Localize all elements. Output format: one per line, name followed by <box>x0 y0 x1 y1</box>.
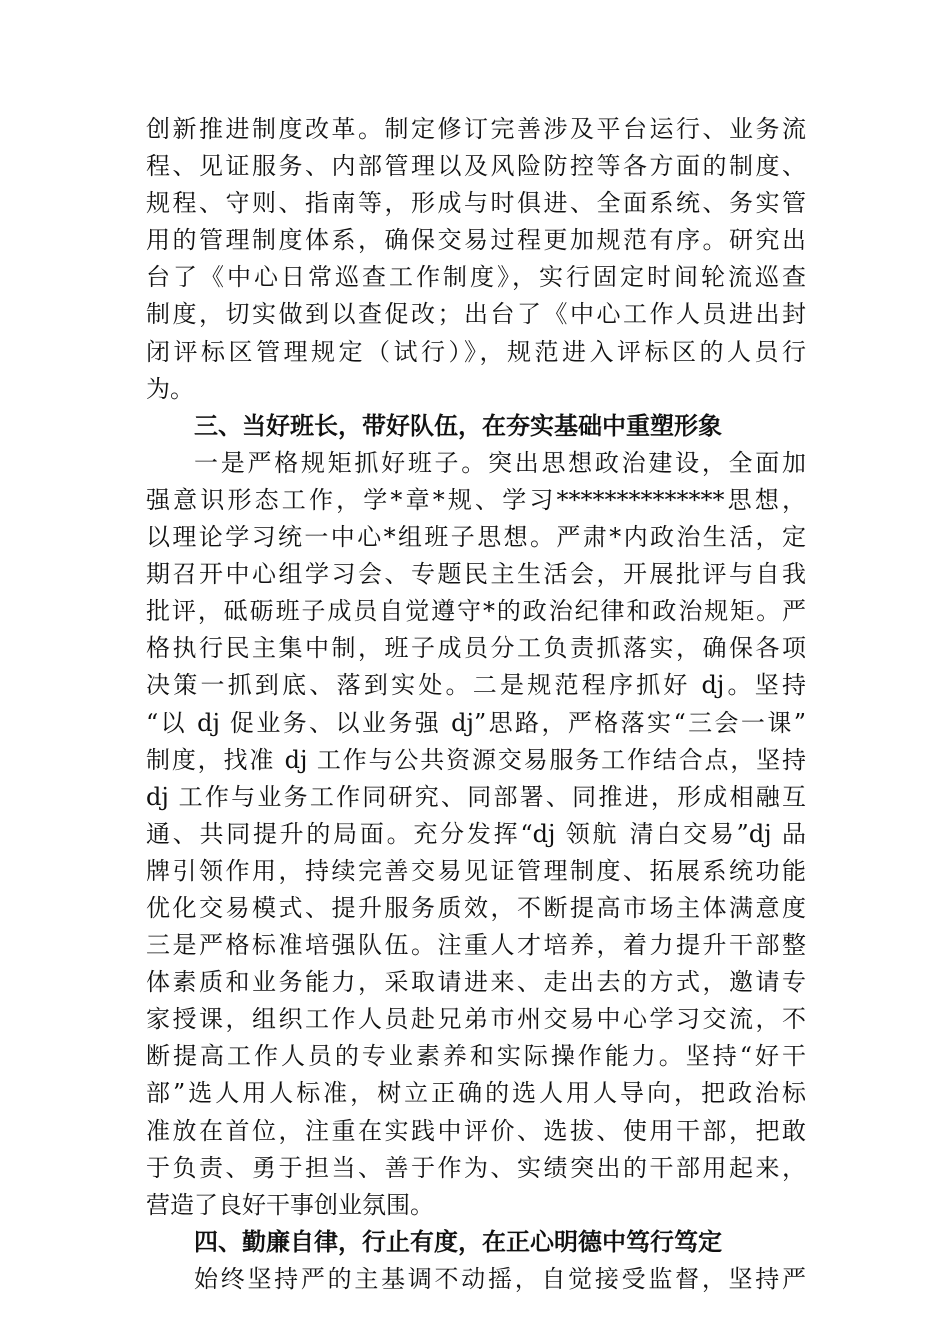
section-heading-4: 四、勤廉自律，行止有度，在正心明德中笃行笃定 <box>194 1227 722 1256</box>
text-line: 规程、守则、指南等，形成与时俱进、全面系统、务实管 <box>146 189 806 218</box>
text-line: 为。 <box>146 374 194 403</box>
text-line: “以 dj 促业务、以业务强 dj”思路，严格落实“三会一课” <box>146 708 806 737</box>
text-line: 闭评标区管理规定（试行）》，规范进入评标区的人员行 <box>146 337 806 366</box>
text-line: 部”选人用人标准，树立正确的选人用人导向，把政治标 <box>146 1079 806 1108</box>
document-body <box>146 111 806 1298</box>
text-line: 断提高工作人员的专业素养和实际操作能力。坚持“好干 <box>146 1042 806 1071</box>
text-line: 准放在首位，注重在实践中评价、选拔、使用干部，把敢 <box>146 1116 806 1145</box>
text-line: 优化交易模式、提升服务质效，不断提高市场主体满意度 <box>146 893 806 922</box>
text-line: 牌引领作用，持续完善交易见证管理制度、拓展系统功能 <box>146 856 806 885</box>
text-line: 程、见证服务、内部管理以及风险防控等各方面的制度、 <box>146 152 806 181</box>
text-line: 家授课，组织工作人员赴兄弟市州交易中心学习交流，不 <box>146 1005 806 1034</box>
text-line: 格执行民主集中制，班子成员分工负责抓落实，确保各项 <box>146 634 806 663</box>
text-line: 创新推进制度改革。制定修订完善涉及平台运行、业务流 <box>146 115 806 143</box>
text-line: 一是严格规矩抓好班子。突出思想政治建设，全面加 <box>194 448 806 477</box>
text-line: 三是严格标准培强队伍。注重人才培养，着力提升干部整 <box>146 931 806 960</box>
section-heading-3: 三、当好班长，带好队伍，在夯实基础中重塑形象 <box>194 411 722 440</box>
text-line: 期召开中心组学习会、专题民主生活会，开展批评与自我 <box>146 560 806 589</box>
text-line: dj 工作与业务工作同研究、同部署、同推进，形成相融互 <box>146 782 806 811</box>
text-line: 于负责、勇于担当、善于作为、实绩突出的干部用起来， <box>146 1153 806 1182</box>
text-line: 台了《中心日常巡查工作制度》，实行固定时间轮流巡查 <box>146 263 806 292</box>
text-line: 以理论学习统一中心*组班子思想。严肃*内政治生活，定 <box>146 523 806 552</box>
text-line: 用的管理制度体系，确保交易过程更加规范有序。研究出 <box>146 226 806 255</box>
text-line: 营造了良好干事创业氛围。 <box>146 1190 434 1219</box>
text-line: 制度，切实做到以查促改；出台了《中心工作人员进出封 <box>146 300 806 329</box>
text-line: 制度，找准 dj 工作与公共资源交易服务工作结合点，坚持 <box>146 745 806 774</box>
text-line: 始终坚持严的主基调不动摇，自觉接受监督，坚持严 <box>194 1264 806 1293</box>
text-line: 通、共同提升的局面。充分发挥“dj 领航 清白交易”dj 品 <box>146 819 806 848</box>
text-line: 强意识形态工作，学*章*规、学习**************思想， <box>146 485 806 514</box>
text-line: 决策一抓到底、落到实处。二是规范程序抓好 dj。坚持 <box>146 671 806 700</box>
text-line: 体素质和业务能力，采取请进来、走出去的方式，邀请专 <box>146 968 806 997</box>
text-line: 批评，砥砺班子成员自觉遵守*的政治纪律和政治规矩。严 <box>146 597 806 626</box>
